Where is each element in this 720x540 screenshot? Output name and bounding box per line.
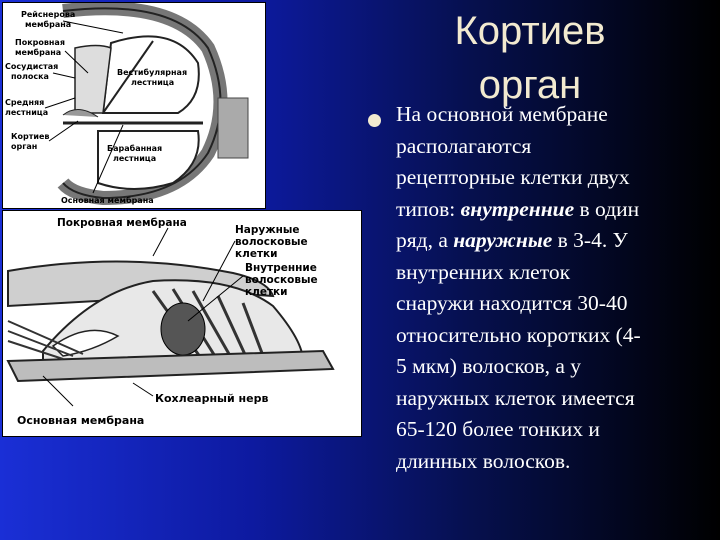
label-vestibular-1: Вестибулярная [117,68,188,77]
label-corti-1: Кортиев [11,132,50,141]
label-tectorial-1: Покровная [15,38,65,47]
text-line: 65-120 более тонких и [396,417,600,441]
label-reissner-1: Рейснерова [21,10,76,19]
title-line-1: Кортиев [454,9,606,53]
cochlea-drawing [3,3,265,208]
emphasis-outer: наружные [453,228,553,252]
text-line: располагаются [396,133,532,158]
label-stria-1: Сосудистая [5,62,59,71]
label-tectorial-2: мембрана [15,48,62,57]
text-line: рецепторные клетки двух [396,165,630,189]
cochlea-cross-section-figure [2,2,266,209]
text-line: снаружи находится 30-40 [396,291,628,315]
label-cochlear-nerve: Кохлеарный нерв [155,392,269,405]
slide-title [420,4,640,112]
label-inner-3: клетки [245,286,288,298]
label-outer-3: клетки [235,248,278,260]
label-reissner-2: мембрана [25,20,72,29]
organ-of-corti-figure [2,210,362,437]
label-basilar-bottom: Основная мембрана [17,414,145,427]
label-stria-2: полоска [11,72,49,81]
label-inner-1: Внутренние [245,262,317,274]
text-line: ряд, а наружные в 3-4. У [396,228,628,252]
corti-drawing [3,211,361,436]
label-corti-2: орган [11,142,38,151]
text-line: 5 мкм) волосков, а у [396,354,582,378]
text-line: относительно коротких (4- [396,322,641,347]
emphasis-inner: внутренние [460,196,575,221]
label-tympani-1: Барабанная [107,144,163,153]
label-outer-1: Наружные [235,224,300,236]
text-line: наружных клеток имеется [396,385,635,410]
label-basilar-top: Основная мембрана [61,196,154,205]
bullet-text [396,99,706,477]
label-outer-2: волосковые [235,236,308,248]
text-line: длинных волосков. [396,448,571,473]
bullet-icon [368,114,381,127]
title-line-2: орган [478,63,582,107]
label-media-2: лестница [5,108,49,117]
label-media-1: Средняя [5,98,45,107]
text-line: типов: внутренние в один [396,196,640,221]
label-vestibular-2: лестница [131,78,175,87]
label-tectorial: Покровная мембрана [57,217,187,229]
label-tympani-2: лестница [113,154,157,163]
text-line: внутренних клеток [396,259,571,284]
label-inner-2: волосковые [245,274,318,286]
text-line: На основной мембране [396,102,608,126]
